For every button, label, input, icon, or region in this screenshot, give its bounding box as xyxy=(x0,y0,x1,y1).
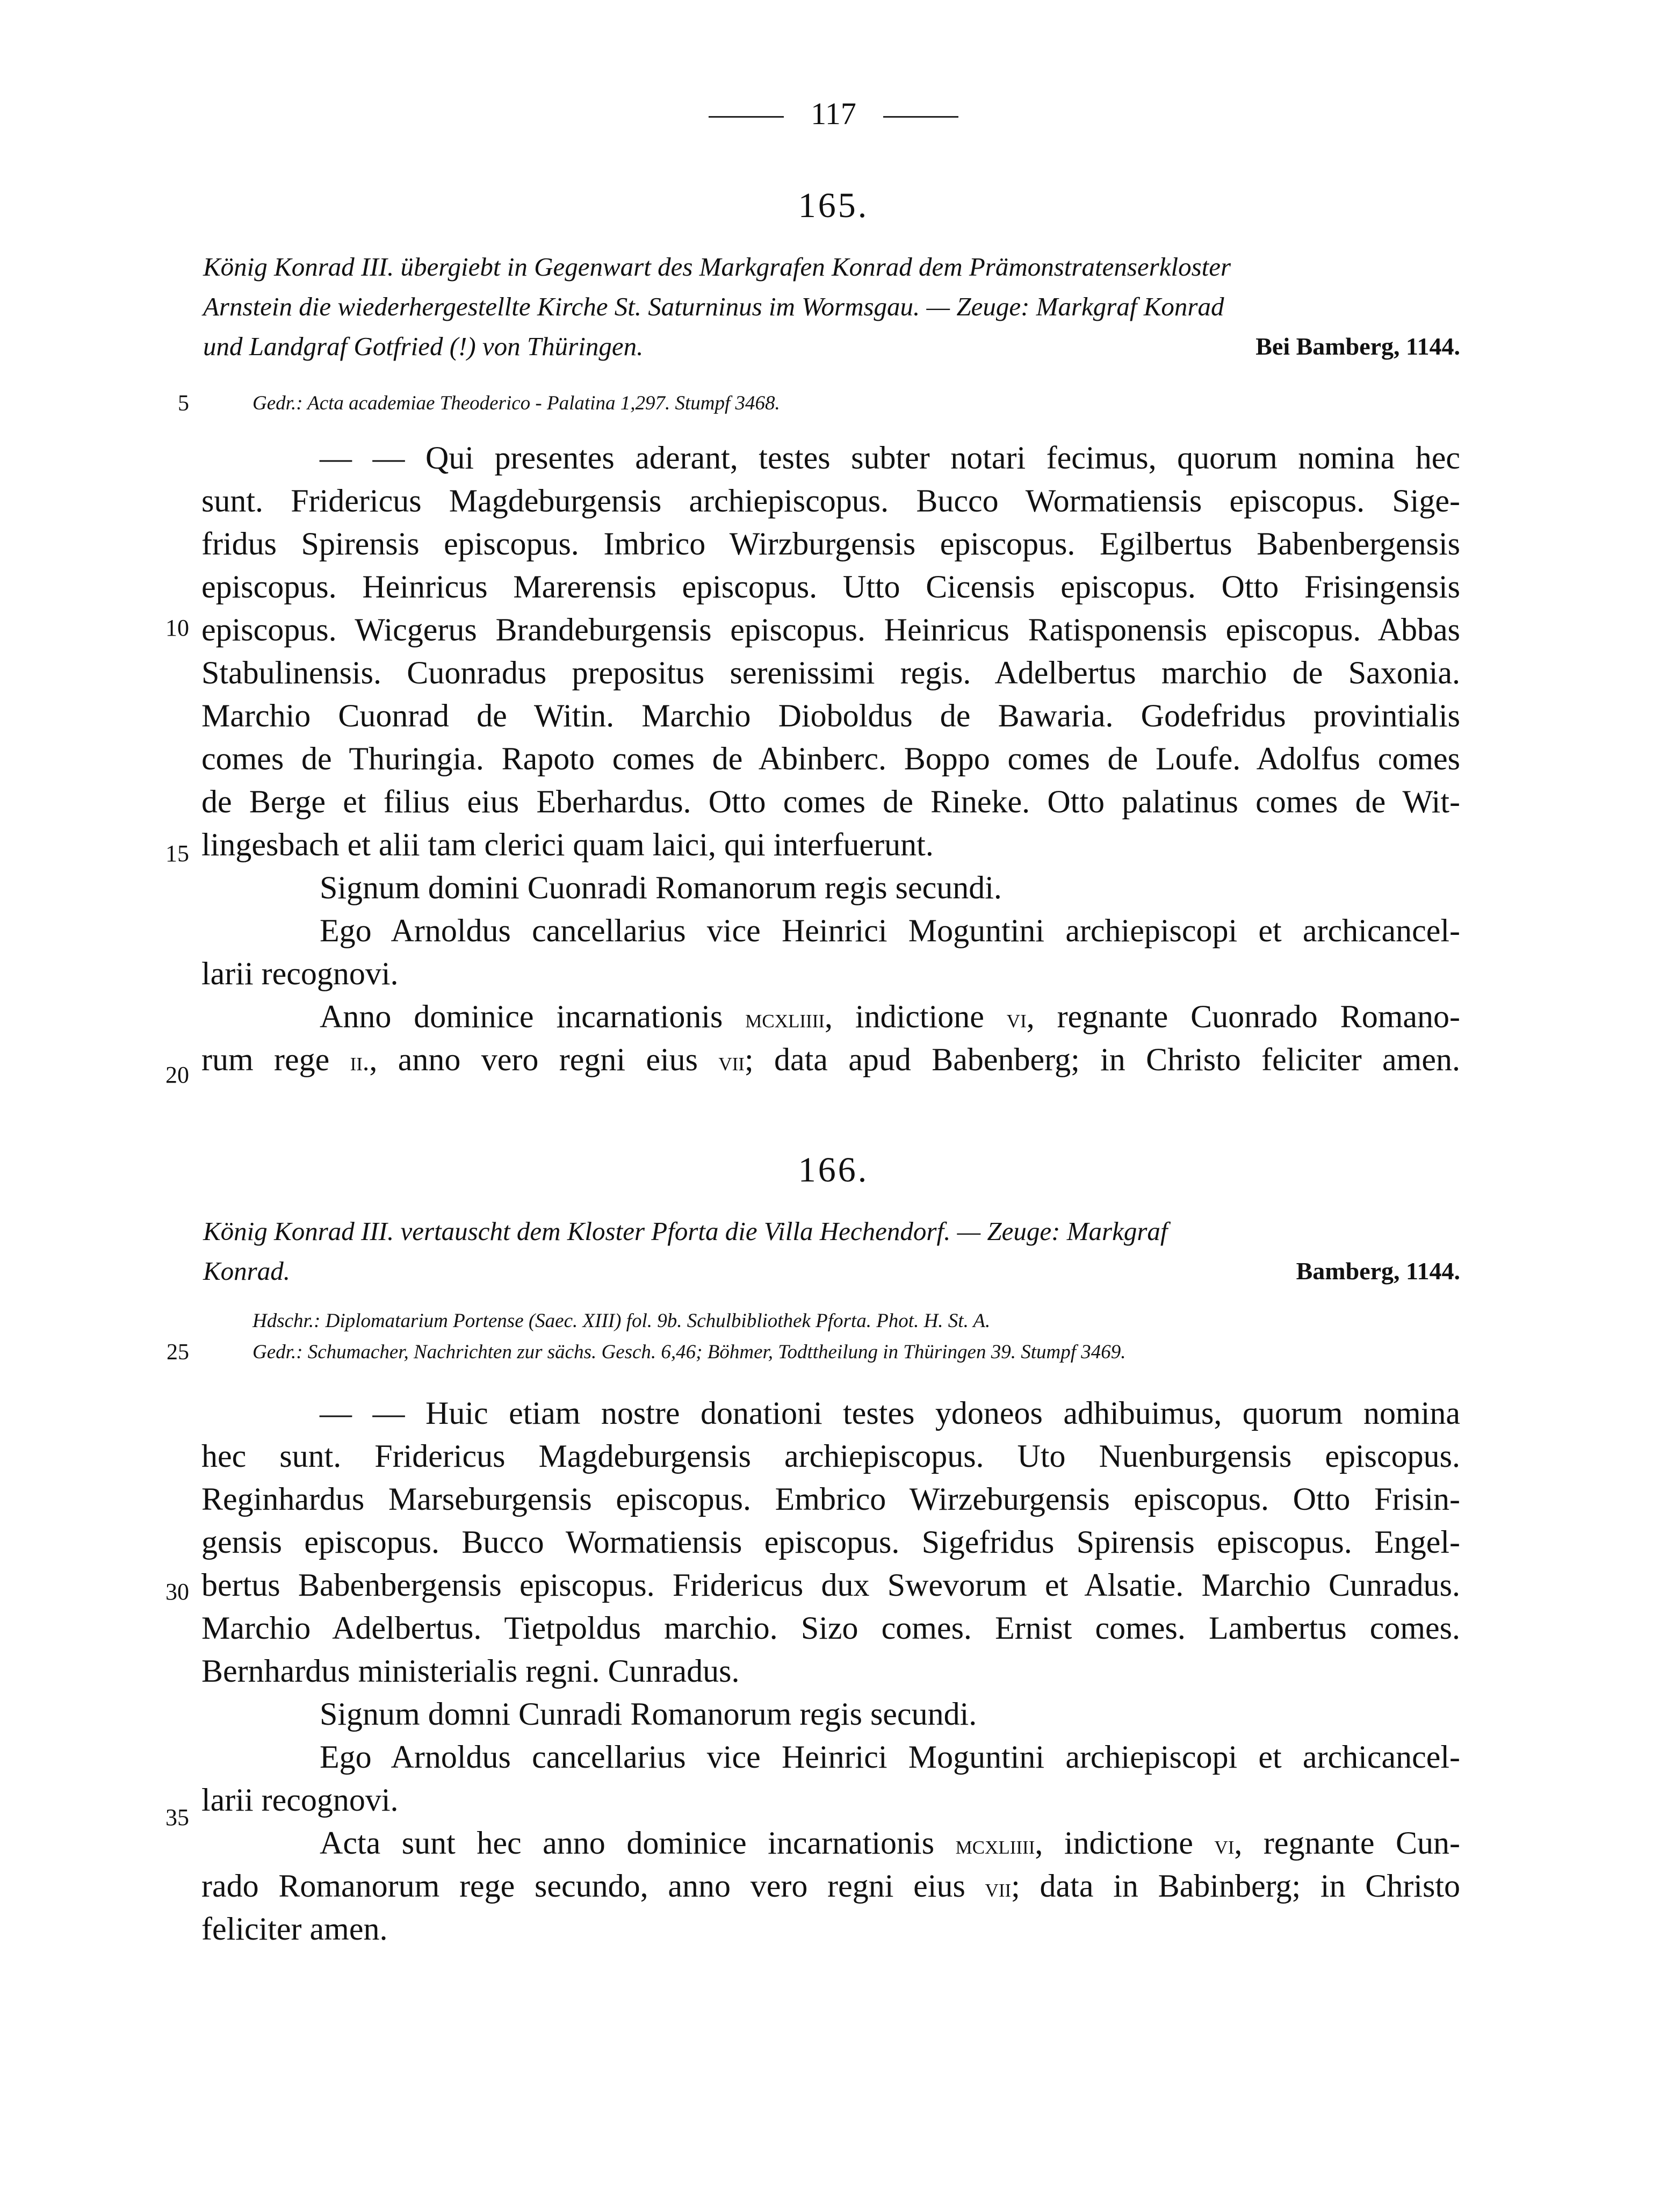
text-line: sunt. Fridericus Magdeburgensis archiepiscopus. Bucco Wormatiensis episcopus. Sige- xyxy=(201,483,1460,518)
text-run: , indictione xyxy=(1035,1825,1215,1861)
text-line: larii recognovi. xyxy=(201,1782,399,1818)
line-number: 35 xyxy=(165,1804,189,1831)
text-run: , indictione xyxy=(825,999,1007,1034)
source-notes-166 xyxy=(252,1306,1461,1368)
roman-numeral: vi xyxy=(1214,1829,1235,1860)
place-date: Bei Bamberg, 1144. xyxy=(1255,333,1460,360)
text-line: fridus Spirensis episcopus. Imbrico Wirzburgensis episcopus. Egilbertus Babenbergensis xyxy=(201,526,1460,561)
line-number: 30 xyxy=(165,1579,189,1605)
text-line: comes de Thuringia. Rapoto comes de Abinberc. Boppo comes de Loufe. Adolfus comes xyxy=(201,741,1460,776)
text-run: ; data apud Babenberg; in Christo feliciter amen. xyxy=(744,1042,1460,1077)
text-line: feliciter amen. xyxy=(201,1911,388,1947)
regest-166 xyxy=(203,1212,1460,1291)
text-line: lingesbach et alii tam clerici quam laici, qui interfuerunt. xyxy=(201,827,934,862)
source-note: Gedr.: Acta academiae Theoderico - Palatina 1,297. Stumpf 3468. xyxy=(252,392,780,414)
text-line xyxy=(201,995,1460,1038)
text-line: gensis episcopus. Bucco Wormatiensis episcopus. Sigefridus Spirensis episcopus. Engel- xyxy=(201,1524,1460,1560)
text-line: Signum domini Cuonradi Romanorum regis secundi. xyxy=(320,870,1002,905)
text-run: rum rege xyxy=(201,1042,350,1077)
line-number: 10 xyxy=(165,615,189,641)
text-line: episcopus. Wicgerus Brandeburgensis episcopus. Heinricus Ratisponensis episcopus. Abbas xyxy=(201,612,1460,647)
text-line: bertus Babenbergensis episcopus. Fridericus dux Swevorum et Alsatie. Marchio Cunradus. xyxy=(201,1567,1460,1603)
source-note: Hdschr.: Diplomatarium Portense (Saec. XIII) fol. 9b. Schulbibliothek Pforta. Phot. H. St. A. xyxy=(252,1310,991,1332)
text-line: Signum domni Cunradi Romanorum regis secundi. xyxy=(320,1696,977,1732)
text-line xyxy=(201,1864,1460,1907)
text-line: Ego Arnoldus cancellarius vice Heinrici Moguntini archiepiscopi et archicancel- xyxy=(320,1739,1460,1775)
text-line: Reginhardus Marseburgensis episcopus. Embrico Wirzeburgensis episcopus. Otto Frisin- xyxy=(201,1481,1460,1517)
text-line: — — Qui presentes aderant, testes subter notari fecimus, quorum nomina hec xyxy=(320,440,1460,475)
text-line: — — Huic etiam nostre donationi testes ydoneos adhibuimus, quorum nomina xyxy=(320,1395,1460,1431)
text-run: , regnante Cun- xyxy=(1234,1825,1460,1861)
line-number: 20 xyxy=(165,1062,189,1088)
document-number-165: 165. xyxy=(798,186,869,225)
text-line: Ego Arnoldus cancellarius vice Heinrici Moguntini archiepiscopi et archicancel- xyxy=(320,913,1460,948)
roman-numeral: vi xyxy=(1006,1003,1027,1033)
regest-line: Konrad. xyxy=(203,1256,291,1286)
text-line: Marchio Cuonrad de Witin. Marchio Dioboldus de Bawaria. Godefridus provintialis xyxy=(201,698,1460,733)
regest-line: und Landgraf Gotfried (!) von Thüringen. xyxy=(203,332,644,361)
roman-numeral: mcxliiii xyxy=(955,1829,1035,1860)
header-rule-left xyxy=(709,116,784,118)
text-run: , anno vero regni eius xyxy=(369,1042,719,1077)
text-run: ; data in Babinberg; in Christo xyxy=(1011,1868,1460,1904)
regest-line: Arnstein die wiederhergestellte Kirche St. Saturninus im Wormsgau. — Zeuge: Markgraf Konrad xyxy=(203,292,1224,321)
text-run: rado Romanorum rege secundo, anno vero regni eius xyxy=(201,1868,985,1904)
source-note: Gedr.: Schumacher, Nachrichten zur sächs. Gesch. 6,46; Böhmer, Todttheilung in Thüringen 39. Stumpf 3469. xyxy=(252,1341,1126,1363)
text-line: hec sunt. Fridericus Magdeburgensis archiepiscopus. Uto Nuenburgensis episcopus. xyxy=(201,1438,1460,1474)
regest-line: König Konrad III. vertauscht dem Kloster Pforta die Villa Hechendorf. — Zeuge: Markgraf xyxy=(203,1216,1168,1246)
roman-numeral: vii xyxy=(985,1872,1012,1903)
regest-165 xyxy=(203,247,1460,366)
roman-numeral: ii. xyxy=(350,1046,370,1076)
text-line: Bernhardus ministerialis regni. Cunradus. xyxy=(201,1653,740,1689)
line-number: 15 xyxy=(165,840,189,867)
roman-numeral: vii xyxy=(718,1046,745,1076)
text-run: Acta sunt hec anno dominice incarnationis xyxy=(320,1825,956,1861)
place-date: Bamberg, 1144. xyxy=(1296,1257,1460,1285)
regest-line: König Konrad III. übergiebt in Gegenwart des Markgrafen Konrad dem Prämonstratenserkloster xyxy=(203,252,1231,282)
line-number: 5 xyxy=(178,391,189,416)
page-number: 117 xyxy=(811,96,856,131)
page-header xyxy=(0,96,1667,132)
text-line: larii recognovi. xyxy=(201,956,399,991)
document-number-166: 166. xyxy=(798,1150,869,1190)
text-line xyxy=(201,1821,1460,1864)
text-166 xyxy=(201,1392,1460,1950)
header-rule-right xyxy=(883,116,958,118)
regest-last-line xyxy=(203,327,1460,366)
roman-numeral: mcxliiii xyxy=(745,1003,825,1033)
text-line xyxy=(201,1038,1460,1081)
text-165 xyxy=(201,436,1460,1081)
text-run: , regnante Cuonrado Romano- xyxy=(1026,999,1460,1034)
regest-last-line xyxy=(203,1251,1460,1291)
text-line: Marchio Adelbertus. Tietpoldus marchio. Sizo comes. Ernist comes. Lambertus comes. xyxy=(201,1610,1460,1646)
line-number: 25 xyxy=(167,1340,189,1365)
text-line: de Berge et filius eius Eberhardus. Otto comes de Rineke. Otto palatinus comes de Wit- xyxy=(201,784,1460,819)
text-line: Stabulinensis. Cuonradus prepositus serenissimi regis. Adelbertus marchio de Saxonia. xyxy=(201,655,1460,690)
text-line: episcopus. Heinricus Marerensis episcopus. Utto Cicensis episcopus. Otto Frisingensis xyxy=(201,569,1460,604)
text-run: Anno dominice incarnationis xyxy=(320,999,746,1034)
